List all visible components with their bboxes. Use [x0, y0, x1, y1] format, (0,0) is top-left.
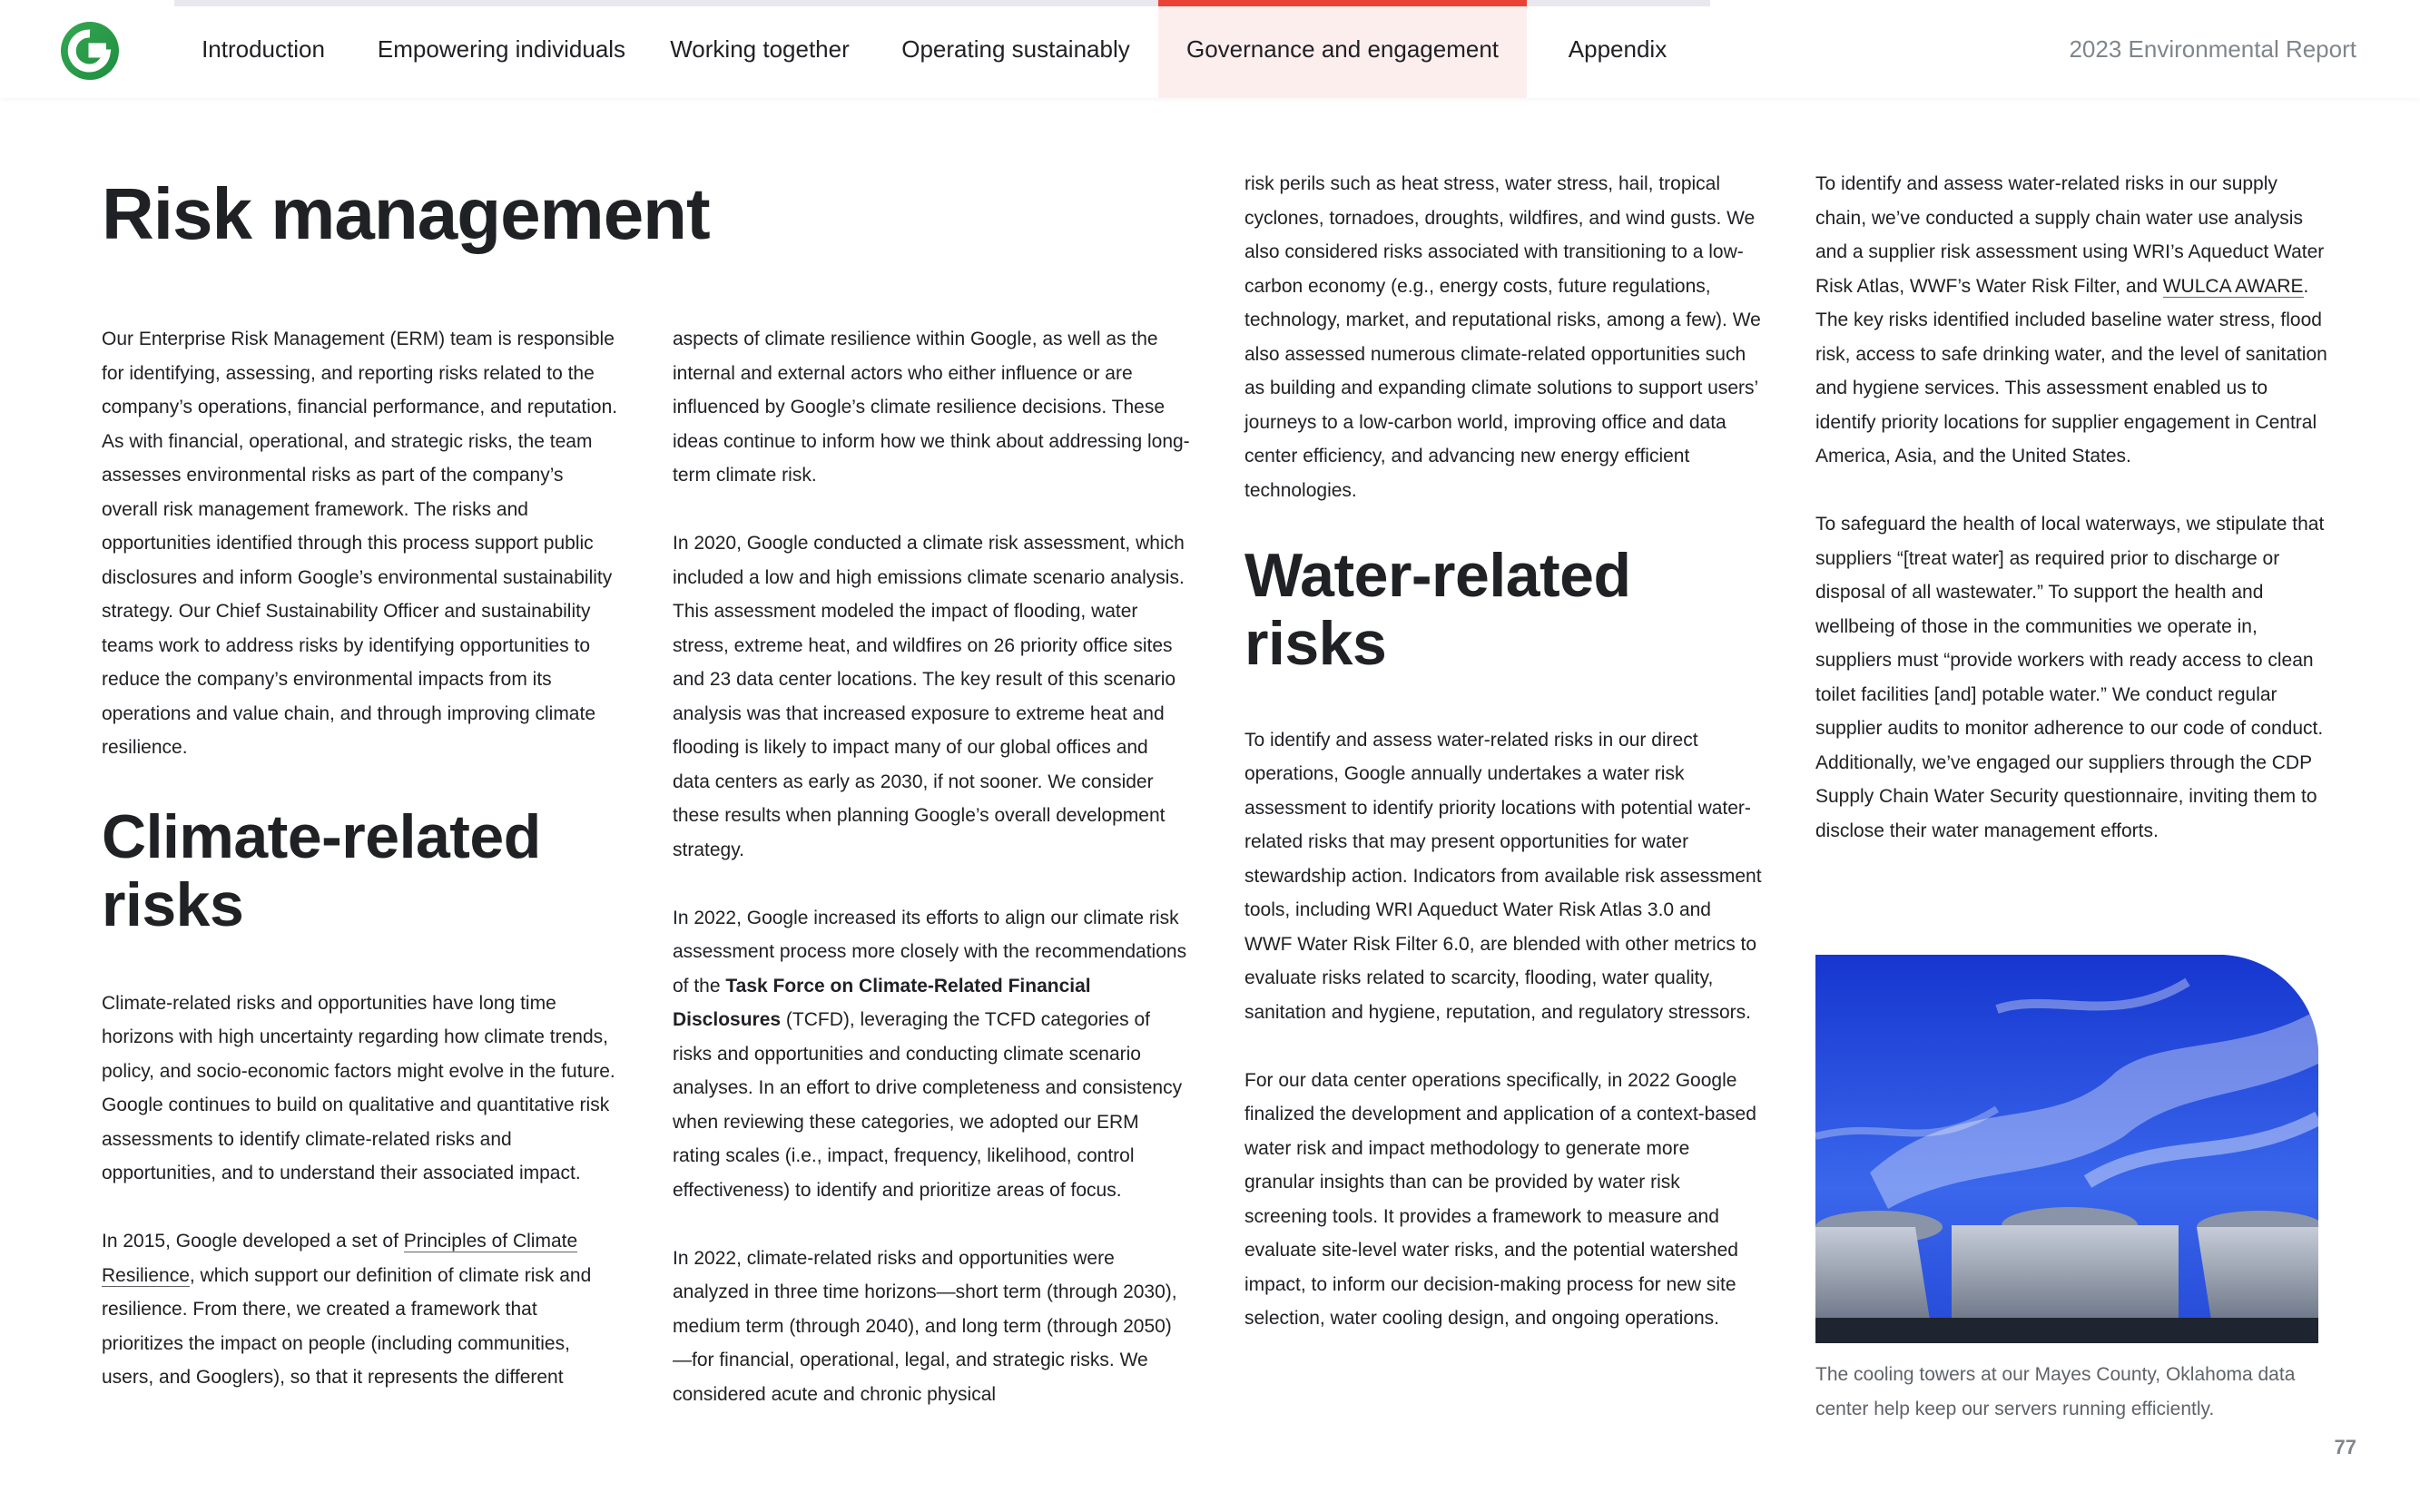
waterways-paragraph: To safeguard the health of local waterways, we stipulate that suppliers “[treat water] as required prior to discharge or disposal of all wastewater.” To support the health and wellbeing of those in the communities we operate in, suppliers must “provide workers with ready access to clean toilet facilities [and] potable water.” We conduct regular supplier audits to monitor adherence to our code of conduct. Additionally, we’ve engaged our suppliers through the CDP Supply Chain Water Security questionnaire, inviting them to disclose their water management efforts.	[1815, 514, 2325, 841]
erm-paragraph: Our Enterprise Risk Management (ERM) team is responsible for identifying, assessing, and reporting risks related to the company’s operations, financial performance, and reputation. As with financial, operational, and strategic risks, the team assesses environmental risks as part of the company’s overall risk management framework. The risks and opportunities identified through this process support public disclosures and inform Google’s environmental sustainability strategy. Our Chief Sustainability Officer and sustainability teams work to address risks by identifying opportunities to reduce the company’s environmental impacts from its operations and value chain, and through improving climate resilience.	[102, 329, 618, 758]
water-heading-line-2: risks	[1244, 608, 1387, 678]
data-center-water-paragraph: For our data center operations specifically, in 2022 Google finalized the development and application of a context-based water risk and impact methodology to generate more granular insights than can be provided by water risk screening tools. It provides a framework to measure and evaluate site-level water risks, and the potential watershed impact, to inform our decision-making process for new site selection, water cooling design, and ongoing operations.	[1244, 1069, 1756, 1329]
principles-text-a: In 2015, Google developed a set of	[102, 1231, 404, 1252]
tcfd-text-a: In 2022, Google increased its efforts to align our climate risk assessment process more closely with the recommendations of the	[673, 907, 1187, 997]
nav-operating-sustainably[interactable]: Operating sustainably	[901, 34, 1130, 63]
nav-appendix[interactable]: Appendix	[1568, 34, 1667, 63]
page-number: 77	[2334, 1436, 2356, 1458]
nav-working-together[interactable]: Working together	[670, 34, 850, 63]
column-1	[102, 322, 619, 1429]
climate-risk-assessment-paragraph: In 2020, Google conducted a climate risk assessment, which included a low and high emissions climate scenario analysis. This assessment modeled the impact of flooding, water stress, extreme heat, and wildfires on 26 priority office sites and 23 data center locations. The key result of this scenario analysis was that increased exposure to extreme heat and flooding is likely to impact many of our global offices and data centers as early as 2030, if not sooner. We consider these results when planning Google’s overall development strategy.	[673, 533, 1185, 860]
climate-risks-paragraph: Climate-related risks and opportunities have long time horizons with high uncertainty regarding how climate trends, policy, and socio-economic factors might evolve in the future. Google continues to build on qualitative and quantitative risk assessments to identify climate-related risks and opportunities, and to understand their associated impact.	[102, 992, 615, 1183]
report-title: 2023 Environmental Report	[2069, 34, 2356, 63]
column-4	[1815, 167, 2333, 882]
climate-heading-line-1: Climate-related	[102, 801, 541, 871]
water-risk-assessment-paragraph: To identify and assess water-related risks in our direct operations, Google annually undertakes a water risk assessment to identify priority locations with potential water-related risks that may present opportunities for water stewardship action. Indicators from available risk assessment tools, including WRI Aqueduct Water Risk Atlas 3.0 and WWF Water Risk Filter 6.0, are blended with other metrics to evaluate risks related to scarcity, flooding, water quality, sanitation and hygiene, reputation, and regulatory stressors.	[1244, 729, 1762, 1023]
column-2	[673, 322, 1190, 1446]
nav-empowering-individuals[interactable]: Empowering individuals	[377, 34, 626, 63]
climate-heading-line-2: risks	[102, 869, 244, 939]
risk-perils-paragraph: risk perils such as heat stress, water stress, hail, tropical cyclones, tornadoes, droughts, wildfires, and wind gusts. We also considered risks associated with transitioning to a low-carbon economy (e.g., energy costs, future regulations, technology, market, and reputational risks, among a few). We also assessed numerous climate-related opportunities such as building and expanding climate solutions to support users’ journeys to a low-carbon world, improving office and data center efficiency, and advancing new energy efficient technologies.	[1244, 173, 1761, 501]
wulca-aware-link[interactable]: WULCA AWARE	[2162, 275, 2304, 297]
water-heading-line-1: Water-related	[1244, 540, 1631, 610]
google-logo-icon[interactable]	[60, 21, 120, 81]
cooling-towers-photo	[1815, 955, 2318, 1343]
water-risks-heading	[1244, 542, 1762, 678]
supply-chain-water-paragraph	[1815, 167, 2333, 474]
nav-governance-and-engagement[interactable]: Governance and engagement	[1158, 0, 1527, 98]
principles-text-b: , which support our definition of climate risk and resilience. From there, we created a framework that prioritizes the impact on people (including communities, users, and Googlers), so that it represents the different	[102, 1264, 592, 1388]
climate-risks-heading	[102, 803, 619, 939]
principles-of-climate-resilience-link[interactable]: Principles of Climate Resilience	[102, 1231, 578, 1286]
supply-chain-text-b: . The key risks identified included baseline water stress, flood risk, access to safe drinking water, and the level of sanitation and hygiene services. This assessment enabled us to identify priority locations for supplier engagement in Central America, Asia, and the United States.	[1815, 275, 2327, 466]
page-title: Risk management	[102, 173, 710, 254]
photo-caption: The cooling towers at our Mayes County, Oklahoma data center help keep our servers running efficiently.	[1815, 1364, 2296, 1419]
climate-resilience-paragraph: aspects of climate resilience within Google, as well as the internal and external actors who either influence or are influenced by Google’s climate resilience decisions. These ideas continue to inform how we think about addressing long-term climate risk.	[673, 329, 1190, 486]
column-3	[1244, 167, 1762, 1370]
tcfd-text-b: (TCFD), leveraging the TCFD categories of risks and opportunities and conducting climate scenario analyses. In an effort to drive completeness and consistency when reviewing these categories, we adopted our ERM rating scales (i.e., impact, frequency, likelihood, control effectiveness) to identify and prioritize areas of focus.	[673, 1009, 1183, 1201]
tcfd-paragraph	[673, 901, 1190, 1208]
supply-chain-text-a: To identify and assess water-related risks in our supply chain, we’ve conducted a supply chain water use analysis and a supplier risk assessment using WRI’s Aqueduct Water Risk Atlas, WWF’s Water Risk Filter, and	[1815, 173, 2325, 297]
principles-paragraph	[102, 1224, 619, 1395]
cooling-towers-illustration	[1815, 955, 2318, 1343]
time-horizons-paragraph: In 2022, climate-related risks and opportunities were analyzed in three time horizons—short term (through 2030), medium term (through 2040), and long term (through 2050)—for financial, operational, legal, and strategic risks. We considered acute and chronic physical	[673, 1247, 1177, 1405]
top-navigation-bar	[0, 0, 2420, 98]
tcfd-bold-text: Task Force on Climate-Related Financial Disclosures	[673, 975, 1091, 1030]
nav-introduction[interactable]: Introduction	[202, 34, 325, 63]
